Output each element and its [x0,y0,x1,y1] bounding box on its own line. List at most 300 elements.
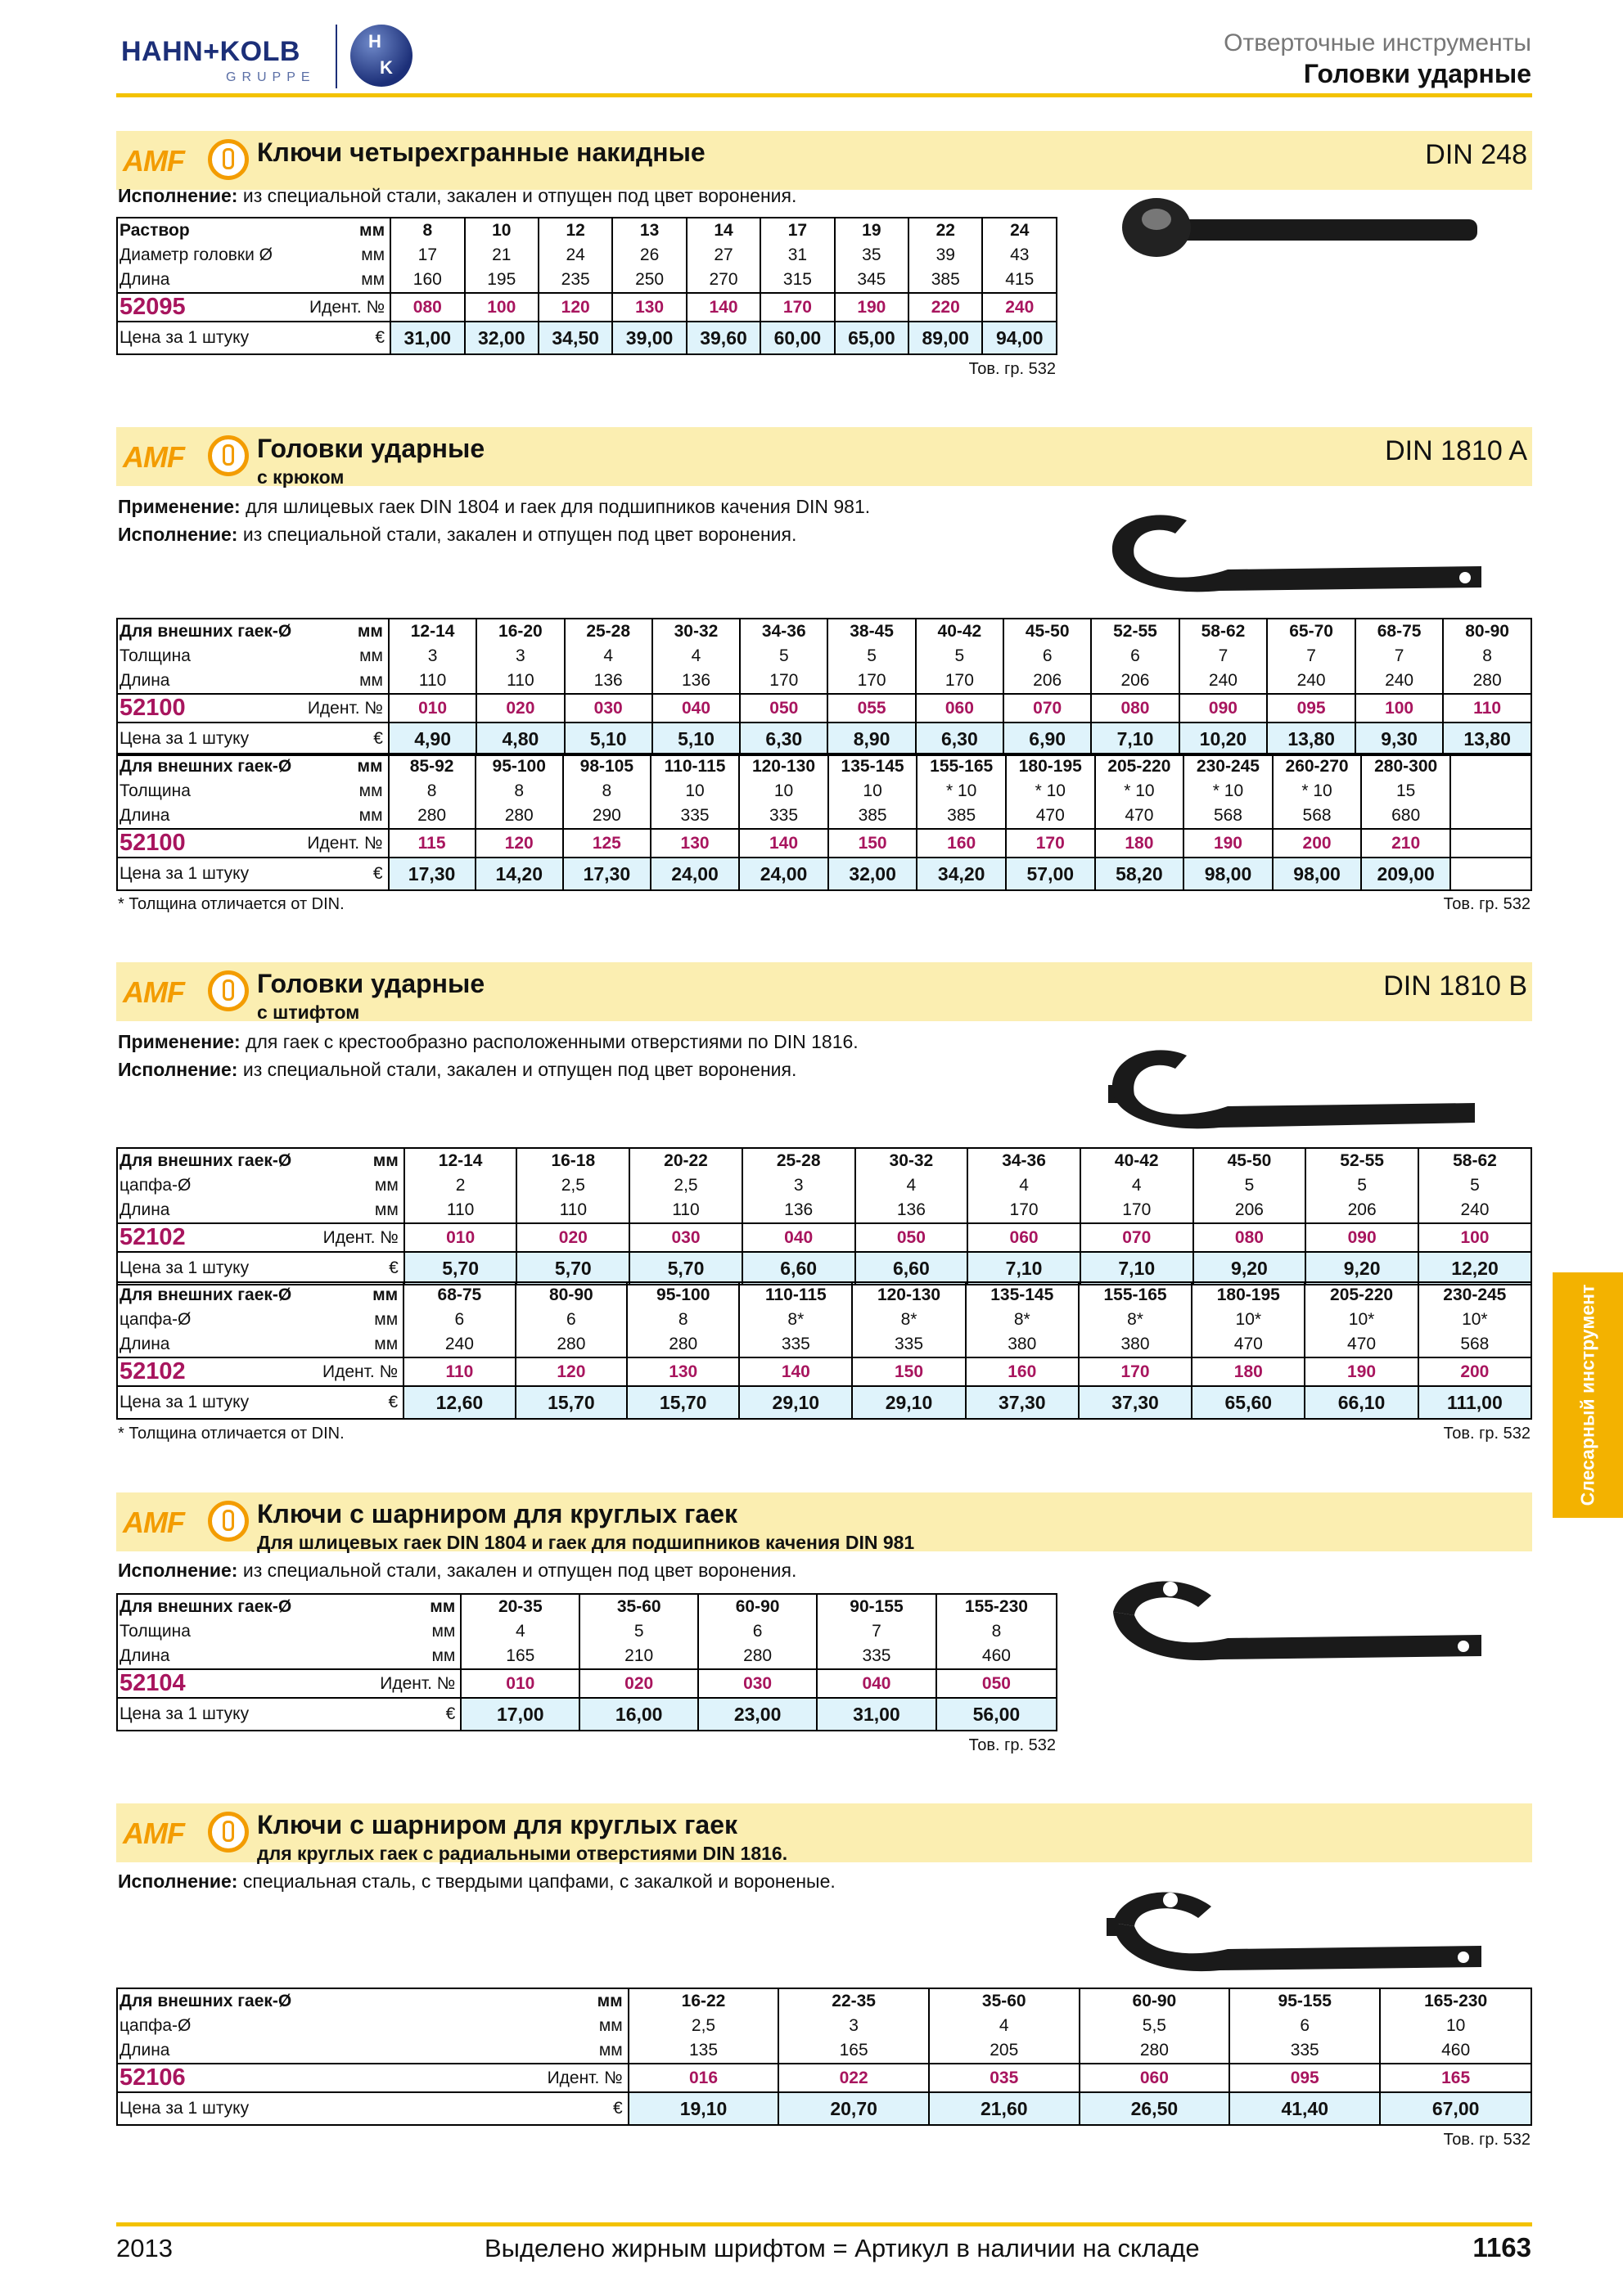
ident-row [117,1223,1531,1252]
goods-group: Тов. гр. 532 [968,360,1056,378]
footnote: * Толщина отличается от DIN. [118,1425,345,1443]
table-cell: * 10 [1273,779,1362,804]
square-socket-wrench-image [1109,188,1485,278]
table-cell: 155-165 [1079,1282,1192,1308]
section-banner-3 [116,962,1532,1021]
table-cell: 460 [936,1644,1057,1669]
ident-cell: 020 [516,1223,629,1252]
table-cell: 205 [929,2038,1080,2064]
ident-label: Идент. № [544,2064,629,2092]
ident-cell: 040 [742,1223,855,1252]
price-cell: 9,30 [1355,723,1443,755]
table-row [117,1198,1531,1223]
ident-cell: 130 [612,293,686,322]
table-cell: 240 [1418,1198,1531,1223]
table-cell: 4 [967,1173,1080,1198]
ident-cell: 040 [817,1669,936,1698]
table-cell: 136 [742,1198,855,1223]
goods-group: Тов. гр. 532 [1443,2131,1531,2149]
table-cell: 110 [389,669,476,694]
ident-cell: 080 [1091,694,1179,723]
unit-label: мм [358,806,383,825]
ident-cell: 160 [917,829,1006,858]
table-cell: 26 [612,243,686,268]
price-cell: 209,00 [1361,858,1450,890]
unit-label: мм [597,1992,623,2010]
row-label: Для внешних гаек-Ø [119,1285,292,1304]
price-label: Цена за 1 штуку [117,322,306,354]
table-cell: 60-90 [698,1594,817,1619]
ident-cell: 100 [1355,694,1443,723]
ident-cell: 030 [629,1223,742,1252]
table-cell: 24 [539,243,612,268]
table-cell: 21 [465,243,539,268]
unit-label: мм [374,1335,399,1353]
table-cell: 380 [1079,1332,1192,1357]
price-cell: 4,90 [389,723,476,755]
table-row [117,669,1531,694]
table-cell: 4 [1080,1173,1193,1198]
price-cell: 12,20 [1418,1252,1531,1285]
price-cell: 5,10 [652,723,740,755]
price-cell: 6,90 [1003,723,1091,755]
price-cell: 7,10 [1080,1252,1193,1285]
table-cell: 110-115 [739,1282,852,1308]
amf-emblem-icon [208,435,249,476]
table-cell: 25-28 [742,1148,855,1173]
ident-cell: 180 [1192,1357,1305,1386]
table-row [117,1282,1531,1308]
section-title: Ключи четырехгранные накидные [257,137,706,167]
table-cell: 206 [1305,1198,1418,1223]
ident-row [117,293,1057,322]
row-label: Длина [119,2041,170,2060]
table-cell: 205-220 [1095,754,1184,779]
table-cell: 19 [835,218,908,243]
ident-cell: 020 [579,1669,698,1698]
table-row [117,2038,1531,2064]
table-cell: 4 [652,644,740,669]
ident-cell: 100 [1418,1223,1531,1252]
table-cell: 2 [404,1173,517,1198]
row-label: цапфа-Ø [119,2016,192,2035]
table-row [117,1308,1531,1332]
ident-cell: 050 [855,1223,968,1252]
ident-cell: 200 [1273,829,1362,858]
table-cell: 335 [817,1644,936,1669]
table-cell: 98-105 [563,754,651,779]
ident-cell: 100 [465,293,539,322]
price-cell: 57,00 [1006,858,1095,890]
table-cell: 4 [565,644,652,669]
ident-cell: 035 [929,2064,1080,2092]
price-cell: 32,00 [828,858,917,890]
section-subtitle: Для шлицевых гаек DIN 1804 и гаек для подшипников качения DIN 981 [257,1532,915,1553]
spec-table [116,1147,1532,1285]
table-cell: 5 [1305,1173,1418,1198]
ident-cell: 180 [1095,829,1184,858]
table-cell: 8 [389,779,476,804]
row-label: Раствор [119,221,190,240]
price-cell: 8,90 [827,723,915,755]
hook-wrench-image [1097,506,1498,604]
table-cell: 135-145 [966,1282,1079,1308]
price-row [117,2092,1531,2125]
hahn-kolb-logo [121,25,424,90]
header-divider [116,93,1532,97]
table-cell: 120-130 [852,1282,965,1308]
ident-cell: 170 [760,293,834,322]
price-label: Цена за 1 штуку [117,858,304,890]
table-cell: 16-20 [476,619,564,644]
row-label: Длина [119,1335,170,1353]
price-cell: 16,00 [579,1698,698,1731]
table-cell [1450,754,1531,779]
goods-group: Тов. гр. 532 [1443,895,1531,913]
price-cell: 26,50 [1080,2092,1230,2125]
price-cell: 65,00 [835,322,908,354]
table-cell: 170 [740,669,827,694]
price-cell: 10,20 [1179,723,1268,755]
ident-cell: 210 [1361,829,1450,858]
table-cell: 335 [1229,2038,1380,2064]
table-cell: 68-75 [403,1282,515,1308]
row-label: Длина [119,270,170,289]
currency-symbol: € [320,1252,404,1285]
price-cell: 31,00 [817,1698,936,1731]
price-cell: 39,60 [687,322,760,354]
table-cell: 8 [390,218,464,243]
table-cell: 10* [1305,1308,1418,1332]
din-standard: DIN 1810 A [1385,435,1527,466]
ident-row [117,2064,1531,2092]
table-cell: 120-130 [739,754,828,779]
page-number: 1163 [1472,2232,1531,2262]
ident-cell: 130 [627,1357,739,1386]
table-cell: 385 [908,268,982,293]
unit-label: мм [361,270,385,289]
ident-cell: 120 [476,829,563,858]
amf-logo: AMF [123,1501,244,1543]
table-cell: 155-230 [936,1594,1057,1619]
ident-cell: 160 [966,1357,1079,1386]
row-label: Для внешних гаек-Ø [119,1992,292,2010]
ident-cell: 060 [916,694,1003,723]
table-cell: 60-90 [1080,1988,1230,2014]
ident-cell: 090 [1179,694,1268,723]
table-cell: 205-220 [1305,1282,1418,1308]
table-cell: 3 [389,644,476,669]
table-row [117,2014,1531,2038]
table-cell: 290 [563,804,651,829]
ident-cell: 190 [835,293,908,322]
price-cell: 5,70 [629,1252,742,1285]
row-label: Для внешних гаек-Ø [119,757,292,776]
ident-cell: 030 [698,1669,817,1698]
price-cell: 4,80 [476,723,564,755]
unit-label: мм [372,1151,399,1170]
unit-label: мм [598,2016,623,2035]
table-cell: 3 [476,644,564,669]
table-row [117,1644,1057,1669]
price-cell: 6,30 [916,723,1003,755]
goods-group: Тов. гр. 532 [968,1736,1056,1754]
price-cell: 14,20 [476,858,563,890]
execution-text: Исполнение: из специальной стали, закален и отпущен под цвет воронения. [118,185,797,206]
price-cell: 67,00 [1380,2092,1531,2125]
currency-symbol: € [376,1698,461,1731]
ident-cell: 240 [982,293,1057,322]
execution-text: Исполнение: из специальной стали, закален и отпущен под цвет воронения. [118,1059,797,1080]
table-cell: 5 [1418,1173,1531,1198]
table-cell: 35-60 [929,1988,1080,2014]
table-cell: 385 [828,804,917,829]
ident-cell: 050 [740,694,827,723]
table-cell: 7 [1355,644,1443,669]
ident-cell: 120 [539,293,612,322]
table-cell: 8 [563,779,651,804]
table-cell: 136 [855,1198,968,1223]
price-cell: 13,80 [1443,723,1531,755]
table-cell: 5,5 [1080,2014,1230,2038]
table-cell: 2,5 [629,2014,779,2038]
ident-cell: 010 [389,694,476,723]
price-cell: 32,00 [465,322,539,354]
price-cell: 29,10 [739,1386,852,1419]
table-cell: 110-115 [651,754,739,779]
footer-year: 2013 [116,2234,173,2262]
logo-divider [336,25,337,88]
price-cell: 29,10 [852,1386,965,1419]
unit-label: мм [357,757,383,776]
section-banner-1 [116,131,1532,190]
ident-row [117,1357,1531,1386]
table-cell: 10 [1380,2014,1531,2038]
table-cell: 315 [760,268,834,293]
table-cell: 80-90 [516,1282,627,1308]
row-label: Длина [119,806,170,825]
table-cell: 165 [778,2038,929,2064]
table-cell: 270 [687,268,760,293]
ident-cell: 200 [1418,1357,1531,1386]
price-cell: 34,20 [917,858,1006,890]
table-cell: 230-245 [1418,1282,1531,1308]
ident-cell: 030 [565,694,652,723]
ident-cell: 140 [687,293,760,322]
price-label: Цена за 1 штуку [117,2092,544,2125]
article-number: 52102 [117,1357,319,1386]
price-cell: 9,20 [1193,1252,1306,1285]
table-cell: 6 [1003,644,1091,669]
hinged-hook-wrench-image [1097,1571,1498,1677]
table-cell: 58-62 [1179,619,1268,644]
table-cell: 17 [760,218,834,243]
table-cell: 40-42 [916,619,1003,644]
table-row [117,1332,1531,1357]
spec-table [116,217,1057,355]
ident-cell: 140 [739,1357,852,1386]
table-cell: 90-155 [817,1594,936,1619]
row-label: Для внешних гаек-Ø [119,622,292,641]
table-cell: 8* [1079,1308,1192,1332]
table-cell: 415 [982,268,1057,293]
table-cell: 6 [516,1308,627,1332]
table-cell: 5 [916,644,1003,669]
table-cell: 7 [1179,644,1268,669]
table-row [117,1594,1057,1619]
table-cell: * 10 [1095,779,1184,804]
table-cell: 68-75 [1355,619,1443,644]
table-cell: 380 [966,1332,1079,1357]
table-cell: 280 [389,804,476,829]
article-number: 52106 [117,2064,544,2092]
table-cell: 195 [465,268,539,293]
table-cell: 470 [1192,1332,1305,1357]
table-cell: * 10 [1006,779,1095,804]
table-cell: 34-36 [740,619,827,644]
table-cell: 5 [579,1619,698,1644]
table-cell: 95-100 [627,1282,739,1308]
table-cell: 280 [1443,669,1531,694]
table-cell: 12-14 [389,619,476,644]
price-cell: 5,10 [565,723,652,755]
spec-table [116,1593,1057,1731]
price-cell: 24,00 [739,858,828,890]
table-cell: 13 [612,218,686,243]
execution-text: Исполнение: из специальной стали, закален и отпущен под цвет воронения. [118,524,797,545]
table-row [117,804,1531,829]
table-cell: 7 [817,1619,936,1644]
table-row [117,1988,1531,2014]
table-cell: 8* [966,1308,1079,1332]
table-cell: 210 [579,1644,698,1669]
table-cell: 8 [627,1308,739,1332]
table-cell: 160 [390,268,464,293]
unit-label: мм [431,1646,456,1665]
ident-label: Идент. № [320,1223,404,1252]
ident-cell: 170 [1079,1357,1192,1386]
table-cell: * 10 [917,779,1006,804]
table-row [117,779,1531,804]
ident-cell: 170 [1006,829,1095,858]
table-cell: 206 [1193,1198,1306,1223]
table-row [117,754,1531,779]
section-title: Головки ударные [257,969,485,998]
table-cell: 680 [1361,804,1450,829]
ident-cell: 055 [827,694,915,723]
price-cell: 94,00 [982,322,1057,354]
ident-label: Идент. № [376,1669,461,1698]
table-row [117,1173,1531,1198]
ident-row [117,1669,1057,1698]
price-cell: 15,70 [627,1386,739,1419]
table-cell: 30-32 [652,619,740,644]
table-cell: 165-230 [1380,1988,1531,2014]
table-cell: 206 [1003,669,1091,694]
table-cell: 39 [908,243,982,268]
ident-cell: 080 [390,293,464,322]
table-cell: 170 [916,669,1003,694]
table-cell: 5 [740,644,827,669]
ident-label: Идент. № [304,829,388,858]
price-cell: 111,00 [1418,1386,1531,1419]
price-cell: 23,00 [698,1698,817,1731]
table-cell: 110 [629,1198,742,1223]
table-cell: 27 [687,243,760,268]
table-row [117,644,1531,669]
table-cell: 230-245 [1183,754,1273,779]
page-category: Отверточные инструменты [1224,29,1531,56]
table-cell: 35 [835,243,908,268]
table-cell: 568 [1273,804,1362,829]
price-label: Цена за 1 штуку [117,1386,319,1419]
spec-table [116,753,1532,891]
unit-label: мм [358,781,383,800]
price-row [117,858,1531,890]
unit-label: мм [357,622,383,641]
table-cell: 45-50 [1003,619,1091,644]
side-tab-locksmith-tools[interactable]: Слесарный инструмент [1553,1272,1623,1518]
table-cell: 240 [403,1332,515,1357]
ident-cell: 140 [739,829,828,858]
table-cell [1450,804,1531,829]
table-cell: 25-28 [565,619,652,644]
currency-symbol: € [304,858,388,890]
price-row [117,1698,1057,1731]
table-cell: 45-50 [1193,1148,1306,1173]
ident-label: Идент. № [304,694,389,723]
table-cell: 8 [1443,644,1531,669]
price-row [117,1252,1531,1285]
amf-logo: AMF [123,435,244,478]
table-cell: 40-42 [1080,1148,1193,1173]
spec-table [116,618,1532,756]
price-cell: 12,60 [403,1386,515,1419]
table-cell: 52-55 [1305,1148,1418,1173]
ident-row [117,694,1531,723]
unit-label: мм [431,1622,456,1641]
price-cell: 24,00 [651,858,739,890]
table-cell: 385 [917,804,1006,829]
price-row [117,1386,1531,1419]
price-cell: 5,70 [516,1252,629,1285]
table-cell: 8* [852,1308,965,1332]
ident-cell: 022 [778,2064,929,2092]
table-cell: 3 [742,1173,855,1198]
price-cell: 65,60 [1192,1386,1305,1419]
table-cell: 110 [516,1198,629,1223]
ident-cell: 190 [1305,1357,1418,1386]
table-cell: 170 [1080,1198,1193,1223]
article-number: 52100 [117,829,304,858]
table-cell: 470 [1006,804,1095,829]
price-cell: 41,40 [1229,2092,1380,2125]
ident-cell: 095 [1267,694,1355,723]
ident-cell: 010 [461,1669,579,1698]
table-cell: 20-35 [461,1594,579,1619]
unit-label: мм [361,245,385,264]
price-label: Цена за 1 штуку [117,723,304,755]
section-title: Головки ударные [257,434,485,463]
ident-cell: 050 [936,1669,1057,1698]
table-cell: 95-100 [476,754,563,779]
unit-label: мм [598,2041,623,2060]
price-cell: 15,70 [516,1386,627,1419]
price-cell: 98,00 [1183,858,1273,890]
table-cell: 15 [1361,779,1450,804]
row-label: Длина [119,1646,170,1665]
table-cell: 460 [1380,2038,1531,2064]
